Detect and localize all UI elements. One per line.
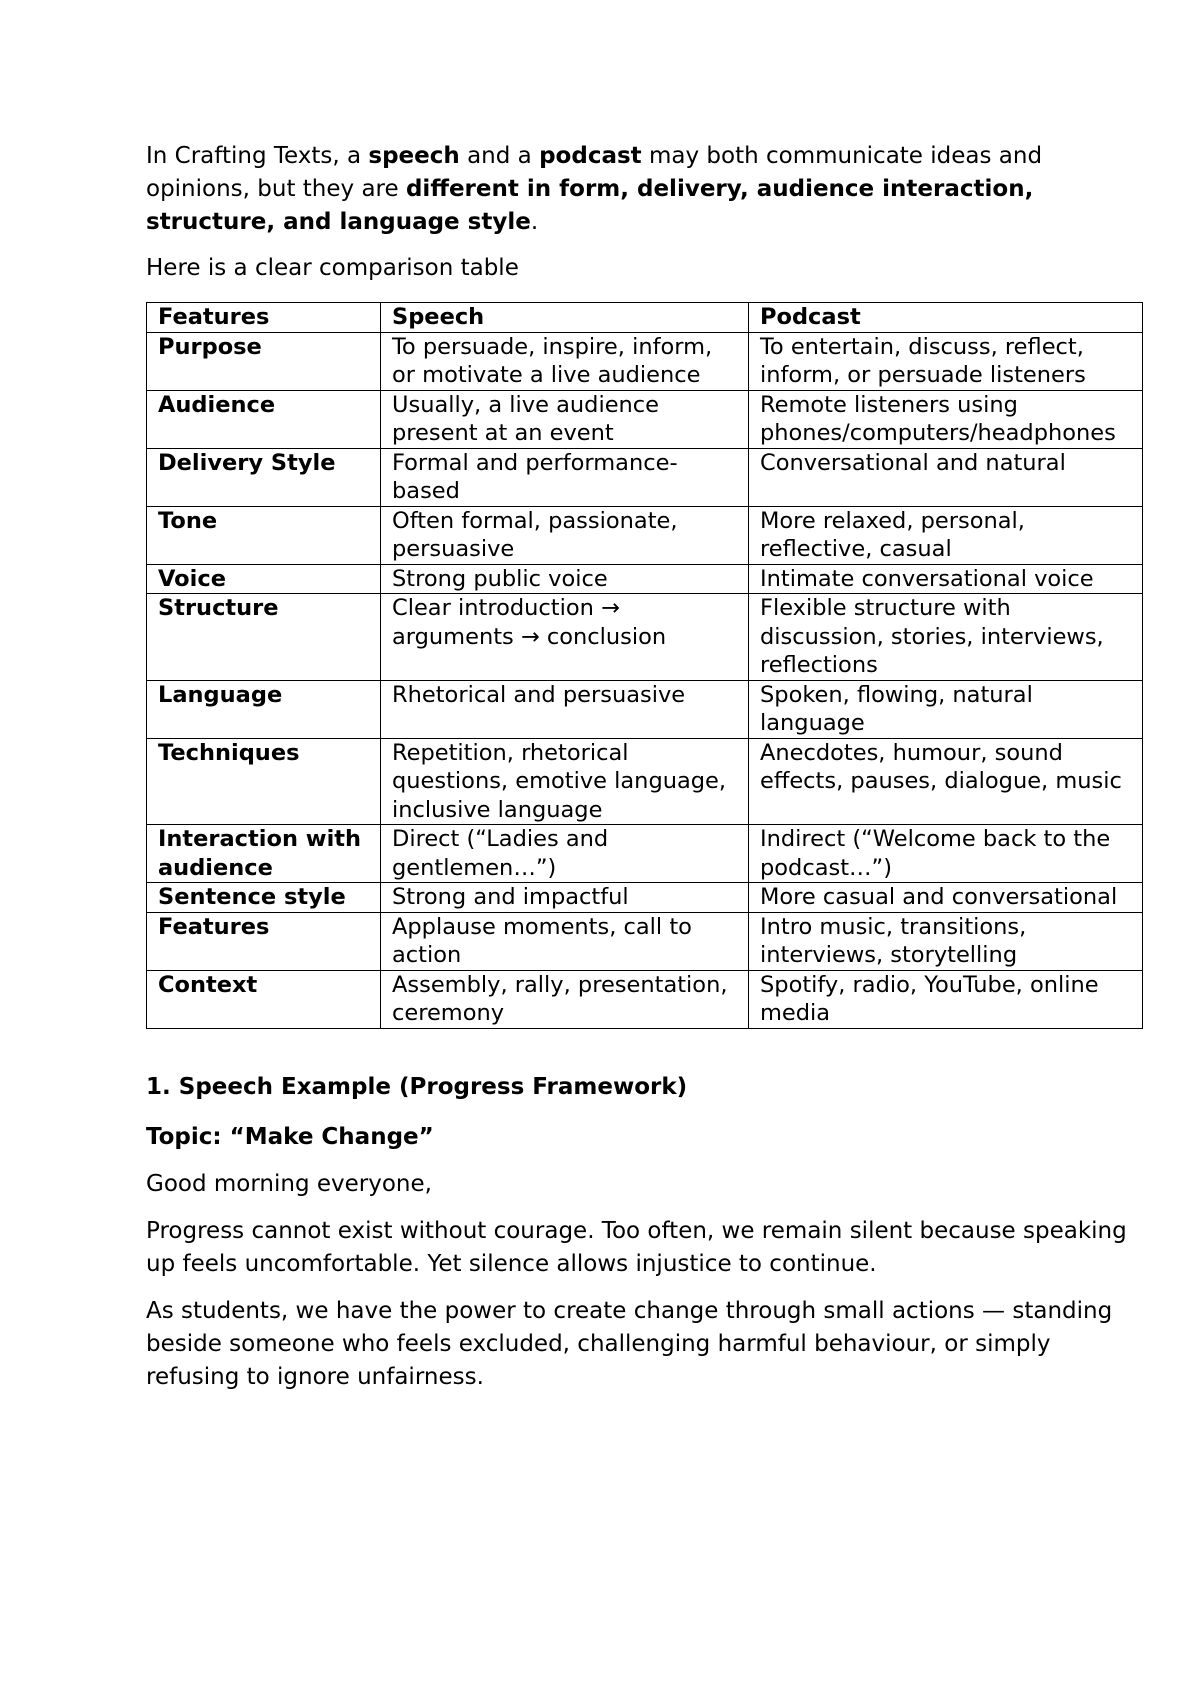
- row-podcast: Intimate conversational voice: [749, 564, 1143, 594]
- row-podcast: Flexible structure with discussion, stories, interviews, reflections: [749, 594, 1143, 681]
- intro-text-1: In Crafting Texts, a: [146, 143, 369, 169]
- intro-text-3: may both communicate ideas and opinions, but they are: [146, 143, 1043, 202]
- row-feature: Features: [147, 912, 381, 970]
- row-speech: Formal and performance-based: [381, 448, 749, 506]
- table-row: [147, 332, 1143, 390]
- comparison-table: [146, 302, 1143, 1029]
- intro-bold-podcast: podcast: [539, 143, 642, 169]
- row-speech: Strong public voice: [381, 564, 749, 594]
- table-row: [147, 883, 1143, 913]
- row-feature: Tone: [147, 506, 381, 564]
- row-feature: Structure: [147, 594, 381, 681]
- row-feature: Interaction with audience: [147, 825, 381, 883]
- row-podcast: Remote listeners using phones/computers/headphones: [749, 390, 1143, 448]
- row-feature: Language: [147, 680, 381, 738]
- row-feature: Sentence style: [147, 883, 381, 913]
- intro-text-4: .: [530, 209, 539, 235]
- speech-paragraph: Progress cannot exist without courage. Too often, we remain silent because speaking up feels uncomfortable. Yet silence allows injustice to continue.: [146, 1217, 1127, 1277]
- row-speech: Strong and impactful: [381, 883, 749, 913]
- table-row: [147, 506, 1143, 564]
- row-speech: Rhetorical and persuasive: [381, 680, 749, 738]
- row-speech: Applause moments, call to action: [381, 912, 749, 970]
- intro-bold-differences: different in form, delivery, audience interaction, structure, and language style: [146, 176, 1034, 235]
- row-feature: Voice: [147, 564, 381, 594]
- row-speech: Clear introduction → arguments → conclusion: [381, 594, 749, 681]
- row-speech: Usually, a live audience present at an event: [381, 390, 749, 448]
- row-speech: Assembly, rally, presentation, ceremony: [381, 970, 749, 1028]
- row-feature: Purpose: [147, 332, 381, 390]
- speech-greeting: Good morning everyone,: [146, 1170, 432, 1197]
- row-podcast: To entertain, discuss, reflect, inform, or persuade listeners: [749, 332, 1143, 390]
- header-speech: Speech: [381, 303, 749, 333]
- table-row: [147, 680, 1143, 738]
- table-row: [147, 594, 1143, 681]
- intro-bold-speech: speech: [368, 143, 460, 169]
- row-podcast: Anecdotes, humour, sound effects, pauses, dialogue, music: [749, 738, 1143, 825]
- row-speech: Direct (“Ladies and gentlemen…”): [381, 825, 749, 883]
- speech-paragraph: As students, we have the power to create change through small actions — standing beside someone who feels excluded, challenging harmful behaviour, or simply refusing to ignore unfairness.: [146, 1297, 1113, 1390]
- header-podcast: Podcast: [749, 303, 1143, 333]
- section-heading: 1. Speech Example (Progress Framework): [146, 1073, 688, 1100]
- row-podcast: More casual and conversational: [749, 883, 1143, 913]
- document-page: [146, 140, 1142, 1394]
- speech-topic: Topic: “Make Change”: [146, 1123, 434, 1150]
- table-row: [147, 390, 1143, 448]
- intro-text-2: and a: [459, 143, 540, 169]
- table-row: [147, 738, 1143, 825]
- row-podcast: More relaxed, personal, reflective, casual: [749, 506, 1143, 564]
- intro-paragraph: [146, 140, 1142, 239]
- table-row: [147, 448, 1143, 506]
- row-feature: Context: [147, 970, 381, 1028]
- table-row: [147, 912, 1143, 970]
- row-feature: Audience: [147, 390, 381, 448]
- table-lead-text: Here is a clear comparison table: [146, 255, 519, 281]
- row-podcast: Conversational and natural: [749, 448, 1143, 506]
- table-row: [147, 825, 1143, 883]
- table-row: [147, 970, 1143, 1028]
- row-speech: Often formal, passionate, persuasive: [381, 506, 749, 564]
- row-speech: To persuade, inspire, inform, or motivate a live audience: [381, 332, 749, 390]
- row-feature: Delivery Style: [147, 448, 381, 506]
- table-header-row: [147, 303, 1143, 333]
- row-podcast: Spoken, flowing, natural language: [749, 680, 1143, 738]
- table-row: [147, 564, 1143, 594]
- row-feature: Techniques: [147, 738, 381, 825]
- row-podcast: Indirect (“Welcome back to the podcast…”): [749, 825, 1143, 883]
- row-podcast: Spotify, radio, YouTube, online media: [749, 970, 1143, 1028]
- header-features: Features: [147, 303, 381, 333]
- row-speech: Repetition, rhetorical questions, emotive language, inclusive language: [381, 738, 749, 825]
- row-podcast: Intro music, transitions, interviews, storytelling: [749, 912, 1143, 970]
